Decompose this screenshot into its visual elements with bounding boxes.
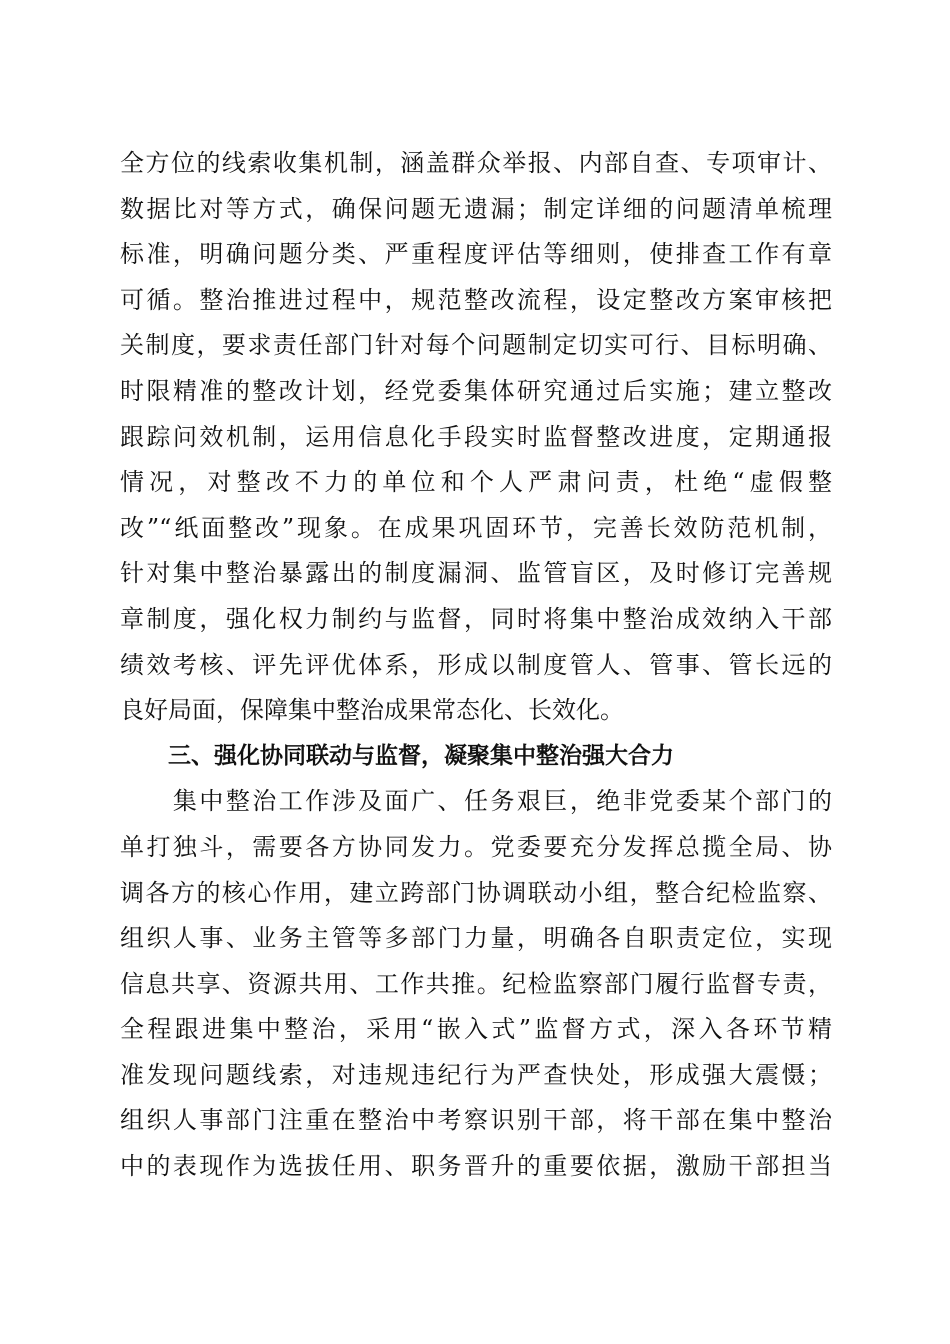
- text-line: 绩效考核、评先评优体系，形成以制度管人、管事、管长远的: [120, 650, 832, 679]
- text-line: 关制度，要求责任部门针对每个问题制定切实可行、目标明确、: [120, 331, 832, 360]
- section-heading: 三、强化协同联动与监督，凝聚集中整治强大合力: [168, 742, 674, 769]
- text-line: 组织人事部门注重在整治中考察识别干部，将干部在集中整治: [120, 1106, 832, 1135]
- text-line: 全方位的线索收集机制，涵盖群众举报、内部自查、专项审计、: [120, 149, 832, 177]
- text-line: 标准，明确问题分类、严重程度评估等细则，使排查工作有章: [120, 240, 832, 269]
- text-line: 良好局面，保障集中整治成果常态化、长效化。: [120, 696, 624, 725]
- text-line: 单打独斗，需要各方协同发力。党委要充分发挥总揽全局、协: [120, 832, 832, 861]
- text-line: 改”“纸面整改”现象。在成果巩固环节，完善长效防范机制，: [120, 513, 832, 542]
- text-line: 情况，对整改不力的单位和个人严肃问责，杜绝“虚假整: [120, 468, 832, 497]
- text-line: 中的表现作为选拔任用、职务晋升的重要依据，激励干部担当: [120, 1152, 832, 1181]
- text-line: 数据比对等方式，确保问题无遗漏；制定详细的问题清单梳理: [120, 194, 832, 223]
- text-line: 组织人事、业务主管等多部门力量，明确各自职责定位，实现: [120, 924, 832, 953]
- text-line: 跟踪问效机制，运用信息化手段实时监督整改进度，定期通报: [120, 422, 832, 451]
- text-line: 针对集中整治暴露出的制度漏洞、监管盲区，及时修订完善规: [120, 559, 832, 588]
- text-line: 全程跟进集中整治，采用“嵌入式”监督方式，深入各环节精: [120, 1015, 832, 1044]
- text-line: 时限精准的整改计划，经党委集体研究通过后实施；建立整改: [120, 376, 832, 405]
- text-line: 准发现问题线索，对违规违纪行为严查快处，形成强大震慑；: [120, 1060, 832, 1089]
- text-line: 可循。整治推进过程中，规范整改流程，设定整改方案审核把: [120, 285, 832, 314]
- document-body: [120, 141, 832, 1190]
- text-line: 章制度，强化权力制约与监督，同时将集中整治成效纳入干部: [120, 604, 832, 633]
- text-line: 调各方的核心作用，建立跨部门协调联动小组，整合纪检监察、: [120, 878, 832, 907]
- text-line: 集中整治工作涉及面广、任务艰巨，绝非党委某个部门的: [120, 787, 832, 816]
- paragraph-1: [120, 141, 832, 734]
- text-line: 信息共享、资源共用、工作共推。纪检监察部门履行监督专责，: [120, 969, 832, 998]
- paragraph-2: [120, 779, 832, 1189]
